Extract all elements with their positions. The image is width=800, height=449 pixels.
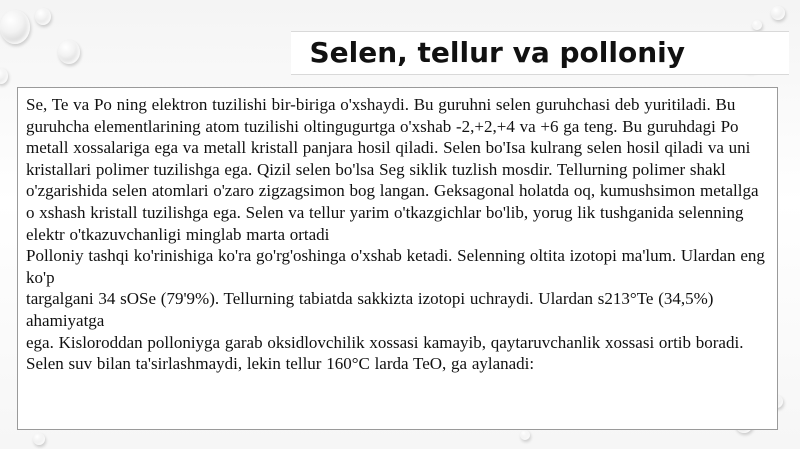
water-droplet-decoration (752, 20, 762, 30)
paragraph-polonium: Polloniy tashqi ko'rinishiga ko'ra go'rg'oshinga o'xshab ketadi. Selenning oltita izotopi ma'lum. Ulardan eng ko'p (26, 246, 765, 287)
water-droplet-decoration (771, 6, 785, 20)
water-droplet-decoration (520, 430, 530, 440)
paragraph-isotopes: targalgani 34 sOSe (79'9%). Tellurning tabiatda sakkizta izotopi uchraydi. Ulardan s213°Te (34,5%) ahamiyatga (26, 289, 714, 330)
water-droplet-decoration (35, 8, 51, 25)
paragraph-oxidation: ega. Kisloroddan polloniyga garab oksidlovchilik xossasi kamayib, qaytaruvchanlik xossasi ortib boradi. Selen suv bilan ta'sirlashmaydi, lekin tellur 160°C larda TeO, ga aylanadi: (26, 332, 744, 374)
title-bar (291, 31, 789, 75)
paragraph-intro: Se, Te va Po ning elektron tuzilishi bir-biriga o'xshaydi. Bu guruhni selen guruhchasi deb yuritiladi. Bu guruhcha elementlarining atom tuzilishi oltingugurtga o'xshab -2,+2,+4 va +6 ga teng. Bu guruhdagi Po metall xossalariga ega va metall kristall panjara hosil qiladi. Selen bo'Isa kulrang selen hosil qiladi va uni kristallari polimer tuzilishga ega. Qizil selen bo'lsa Seg siklik tuzlish mosdir. Tellurning polimer shakl o'zgarishida selen atomlari o'zaro zigzagsimon bog langan. Geksagonal holatda oq, kumushsimon metallga o xshash kristall tuzilishga ega. Selen va tellur yarim o'tkazgichlar bo'lib, yorug lik tushganida selenning elektr o'tkazuvchanligi minglab marta ortadi (26, 95, 759, 244)
water-droplet-decoration (58, 40, 80, 64)
content-text-box (17, 87, 778, 430)
water-droplet-decoration (0, 10, 30, 44)
water-droplet-decoration (33, 433, 45, 445)
water-droplet-decoration (0, 68, 8, 84)
slide-title: Selen, tellur va polloniy (309, 36, 685, 69)
